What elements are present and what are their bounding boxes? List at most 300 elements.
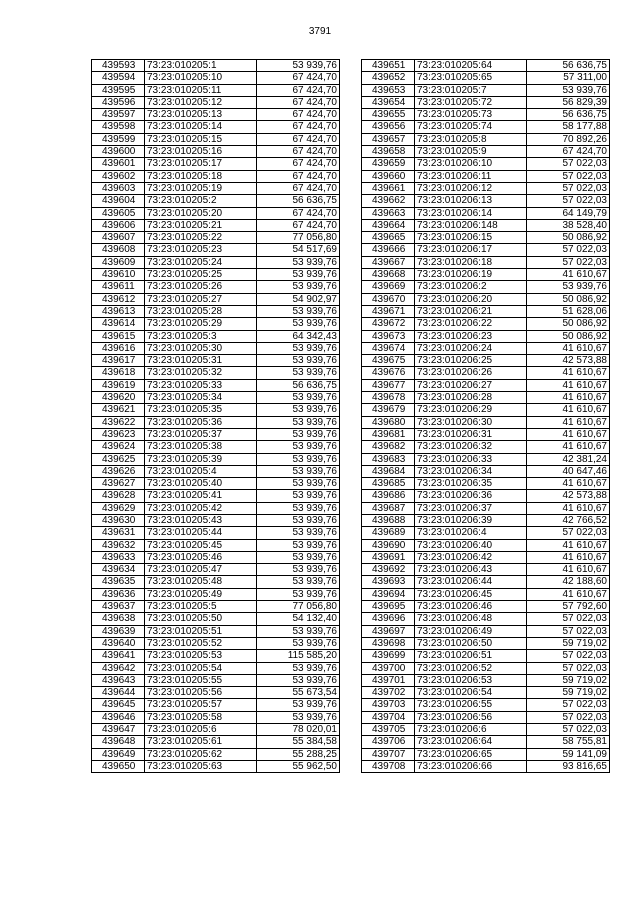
- value-cell: 54 517,69: [257, 244, 340, 256]
- row-number-cell: 439664: [362, 219, 415, 231]
- row-number-cell: 439631: [92, 527, 145, 539]
- table-row: [362, 465, 610, 477]
- row-number-cell: 439689: [362, 527, 415, 539]
- row-number-cell: 439681: [362, 428, 415, 440]
- table-row: [92, 281, 340, 293]
- row-number-cell: 439605: [92, 207, 145, 219]
- value-cell: 56 636,75: [527, 109, 610, 121]
- value-cell: 58 755,81: [527, 736, 610, 748]
- cadastral-number-cell: 73:23:010205:49: [145, 588, 257, 600]
- cadastral-number-cell: 73:23:010205:62: [145, 748, 257, 760]
- cadastral-number-cell: 73:23:010205:8: [415, 133, 527, 145]
- value-cell: 53 939,76: [257, 539, 340, 551]
- cadastral-number-cell: 73:23:010206:43: [415, 564, 527, 576]
- cadastral-number-cell: 73:23:010206:46: [415, 601, 527, 613]
- left-table-body: [92, 60, 340, 773]
- table-row: [362, 392, 610, 404]
- table-row: [92, 748, 340, 760]
- cadastral-number-cell: 73:23:010205:43: [145, 514, 257, 526]
- cadastral-number-cell: 73:23:010206:52: [415, 662, 527, 674]
- table-row: [362, 490, 610, 502]
- table-row: [362, 527, 610, 539]
- value-cell: 57 022,03: [527, 711, 610, 723]
- value-cell: 50 086,92: [527, 293, 610, 305]
- value-cell: 67 424,70: [257, 146, 340, 158]
- table-row: [92, 96, 340, 108]
- row-number-cell: 439602: [92, 170, 145, 182]
- row-number-cell: 439595: [92, 84, 145, 96]
- value-cell: 51 628,06: [527, 305, 610, 317]
- row-number-cell: 439706: [362, 736, 415, 748]
- table-row: [92, 637, 340, 649]
- cadastral-number-cell: 73:23:010206:54: [415, 687, 527, 699]
- value-cell: 57 022,03: [527, 244, 610, 256]
- value-cell: 53 939,76: [257, 367, 340, 379]
- table-row: [362, 625, 610, 637]
- row-number-cell: 439619: [92, 379, 145, 391]
- value-cell: 67 424,70: [257, 96, 340, 108]
- value-cell: 53 939,76: [257, 564, 340, 576]
- cadastral-number-cell: 73:23:010206:33: [415, 453, 527, 465]
- row-number-cell: 439670: [362, 293, 415, 305]
- row-number-cell: 439694: [362, 588, 415, 600]
- row-number-cell: 439648: [92, 736, 145, 748]
- row-number-cell: 439657: [362, 133, 415, 145]
- cadastral-number-cell: 73:23:010205:10: [145, 72, 257, 84]
- row-number-cell: 439682: [362, 441, 415, 453]
- value-cell: 67 424,70: [257, 207, 340, 219]
- value-cell: 59 719,02: [527, 637, 610, 649]
- row-number-cell: 439612: [92, 293, 145, 305]
- row-number-cell: 439685: [362, 478, 415, 490]
- row-number-cell: 439679: [362, 404, 415, 416]
- value-cell: 41 610,67: [527, 551, 610, 563]
- table-row: [362, 724, 610, 736]
- table-row: [92, 428, 340, 440]
- cadastral-number-cell: 73:23:010206:13: [415, 195, 527, 207]
- table-row: [362, 514, 610, 526]
- table-row: [92, 158, 340, 170]
- table-row: [362, 502, 610, 514]
- value-cell: 53 939,76: [257, 711, 340, 723]
- value-cell: 53 939,76: [257, 490, 340, 502]
- row-number-cell: 439693: [362, 576, 415, 588]
- table-row: [362, 650, 610, 662]
- value-cell: 59 141,09: [527, 748, 610, 760]
- value-cell: 58 177,88: [527, 121, 610, 133]
- cadastral-number-cell: 73:23:010206:65: [415, 748, 527, 760]
- table-row: [362, 539, 610, 551]
- value-cell: 50 086,92: [527, 232, 610, 244]
- cadastral-number-cell: 73:23:010206:23: [415, 330, 527, 342]
- table-row: [362, 551, 610, 563]
- row-number-cell: 439610: [92, 269, 145, 281]
- row-number-cell: 439667: [362, 256, 415, 268]
- row-number-cell: 439672: [362, 318, 415, 330]
- row-number-cell: 439613: [92, 305, 145, 317]
- table-row: [362, 637, 610, 649]
- row-number-cell: 439687: [362, 502, 415, 514]
- table-row: [362, 96, 610, 108]
- left-data-table: [91, 59, 340, 773]
- cadastral-number-cell: 73:23:010205:42: [145, 502, 257, 514]
- row-number-cell: 439630: [92, 514, 145, 526]
- value-cell: 64 149,79: [527, 207, 610, 219]
- row-number-cell: 439633: [92, 551, 145, 563]
- row-number-cell: 439632: [92, 539, 145, 551]
- table-row: [92, 133, 340, 145]
- row-number-cell: 439677: [362, 379, 415, 391]
- table-row: [92, 699, 340, 711]
- value-cell: 64 342,43: [257, 330, 340, 342]
- table-row: [92, 244, 340, 256]
- value-cell: 41 610,67: [527, 478, 610, 490]
- row-number-cell: 439639: [92, 625, 145, 637]
- table-row: [362, 748, 610, 760]
- table-row: [92, 687, 340, 699]
- value-cell: 53 939,76: [257, 318, 340, 330]
- cadastral-number-cell: 73:23:010205:29: [145, 318, 257, 330]
- row-number-cell: 439615: [92, 330, 145, 342]
- cadastral-number-cell: 73:23:010206:42: [415, 551, 527, 563]
- table-row: [92, 539, 340, 551]
- cadastral-number-cell: 73:23:010206:22: [415, 318, 527, 330]
- cadastral-number-cell: 73:23:010205:57: [145, 699, 257, 711]
- row-number-cell: 439686: [362, 490, 415, 502]
- cadastral-number-cell: 73:23:010205:17: [145, 158, 257, 170]
- table-row: [362, 478, 610, 490]
- cadastral-number-cell: 73:23:010205:52: [145, 637, 257, 649]
- value-cell: 53 939,76: [257, 588, 340, 600]
- cadastral-number-cell: 73:23:010206:64: [415, 736, 527, 748]
- row-number-cell: 439701: [362, 674, 415, 686]
- table-row: [362, 158, 610, 170]
- cadastral-number-cell: 73:23:010206:48: [415, 613, 527, 625]
- row-number-cell: 439678: [362, 392, 415, 404]
- value-cell: 67 424,70: [527, 146, 610, 158]
- table-row: [362, 355, 610, 367]
- value-cell: 67 424,70: [257, 84, 340, 96]
- row-number-cell: 439603: [92, 182, 145, 194]
- row-number-cell: 439660: [362, 170, 415, 182]
- value-cell: 41 610,67: [527, 539, 610, 551]
- row-number-cell: 439698: [362, 637, 415, 649]
- row-number-cell: 439655: [362, 109, 415, 121]
- cadastral-number-cell: 73:23:010205:36: [145, 416, 257, 428]
- value-cell: 53 939,76: [257, 637, 340, 649]
- value-cell: 53 939,76: [257, 699, 340, 711]
- row-number-cell: 439663: [362, 207, 415, 219]
- cadastral-number-cell: 73:23:010206:148: [415, 219, 527, 231]
- table-row: [92, 490, 340, 502]
- value-cell: 53 939,76: [257, 502, 340, 514]
- cadastral-number-cell: 73:23:010205:22: [145, 232, 257, 244]
- cadastral-number-cell: 73:23:010205:45: [145, 539, 257, 551]
- cadastral-number-cell: 73:23:010205:44: [145, 527, 257, 539]
- value-cell: 53 939,76: [257, 305, 340, 317]
- row-number-cell: 439627: [92, 478, 145, 490]
- row-number-cell: 439656: [362, 121, 415, 133]
- table-row: [362, 60, 610, 72]
- cadastral-number-cell: 73:23:010206:10: [415, 158, 527, 170]
- table-row: [362, 330, 610, 342]
- cadastral-number-cell: 73:23:010205:27: [145, 293, 257, 305]
- row-number-cell: 439645: [92, 699, 145, 711]
- value-cell: 53 939,76: [257, 355, 340, 367]
- right-table-body: [362, 60, 610, 773]
- row-number-cell: 439649: [92, 748, 145, 760]
- row-number-cell: 439616: [92, 342, 145, 354]
- row-number-cell: 439653: [362, 84, 415, 96]
- table-row: [92, 269, 340, 281]
- value-cell: 57 022,03: [527, 613, 610, 625]
- row-number-cell: 439708: [362, 760, 415, 772]
- row-number-cell: 439609: [92, 256, 145, 268]
- row-number-cell: 439658: [362, 146, 415, 158]
- table-row: [92, 441, 340, 453]
- row-number-cell: 439599: [92, 133, 145, 145]
- cadastral-number-cell: 73:23:010205:5: [145, 601, 257, 613]
- table-row: [92, 502, 340, 514]
- table-row: [362, 601, 610, 613]
- row-number-cell: 439702: [362, 687, 415, 699]
- row-number-cell: 439622: [92, 416, 145, 428]
- table-row: [362, 318, 610, 330]
- value-cell: 67 424,70: [257, 182, 340, 194]
- value-cell: 53 939,76: [257, 428, 340, 440]
- table-row: [92, 219, 340, 231]
- cadastral-number-cell: 73:23:010206:39: [415, 514, 527, 526]
- table-row: [362, 404, 610, 416]
- cadastral-number-cell: 73:23:010205:12: [145, 96, 257, 108]
- table-row: [362, 281, 610, 293]
- cadastral-number-cell: 73:23:010205:11: [145, 84, 257, 96]
- table-row: [362, 84, 610, 96]
- table-row: [92, 662, 340, 674]
- value-cell: 53 939,76: [257, 576, 340, 588]
- table-row: [92, 182, 340, 194]
- table-row: [362, 293, 610, 305]
- value-cell: 56 636,75: [257, 195, 340, 207]
- cadastral-number-cell: 73:23:010205:39: [145, 453, 257, 465]
- cadastral-number-cell: 73:23:010206:19: [415, 269, 527, 281]
- table-row: [362, 613, 610, 625]
- value-cell: 67 424,70: [257, 219, 340, 231]
- row-number-cell: 439644: [92, 687, 145, 699]
- row-number-cell: 439600: [92, 146, 145, 158]
- row-number-cell: 439596: [92, 96, 145, 108]
- cadastral-number-cell: 73:23:010205:19: [145, 182, 257, 194]
- value-cell: 50 086,92: [527, 318, 610, 330]
- cadastral-number-cell: 73:23:010205:51: [145, 625, 257, 637]
- table-row: [92, 84, 340, 96]
- row-number-cell: 439705: [362, 724, 415, 736]
- table-row: [92, 527, 340, 539]
- table-row: [92, 416, 340, 428]
- row-number-cell: 439636: [92, 588, 145, 600]
- row-number-cell: 439617: [92, 355, 145, 367]
- row-number-cell: 439704: [362, 711, 415, 723]
- cadastral-number-cell: 73:23:010206:25: [415, 355, 527, 367]
- value-cell: 53 939,76: [257, 60, 340, 72]
- row-number-cell: 439620: [92, 392, 145, 404]
- table-row: [92, 60, 340, 72]
- cadastral-number-cell: 73:23:010206:18: [415, 256, 527, 268]
- cadastral-number-cell: 73:23:010205:28: [145, 305, 257, 317]
- cadastral-number-cell: 73:23:010205:58: [145, 711, 257, 723]
- row-number-cell: 439674: [362, 342, 415, 354]
- table-row: [362, 416, 610, 428]
- row-number-cell: 439692: [362, 564, 415, 576]
- cadastral-number-cell: 73:23:010205:65: [415, 72, 527, 84]
- row-number-cell: 439703: [362, 699, 415, 711]
- value-cell: 41 610,67: [527, 342, 610, 354]
- value-cell: 41 610,67: [527, 416, 610, 428]
- table-row: [362, 269, 610, 281]
- value-cell: 67 424,70: [257, 72, 340, 84]
- table-row: [92, 588, 340, 600]
- row-number-cell: 439659: [362, 158, 415, 170]
- cadastral-number-cell: 73:23:010205:6: [145, 724, 257, 736]
- cadastral-number-cell: 73:23:010205:9: [415, 146, 527, 158]
- cadastral-number-cell: 73:23:010206:12: [415, 182, 527, 194]
- value-cell: 59 719,02: [527, 674, 610, 686]
- cadastral-number-cell: 73:23:010206:55: [415, 699, 527, 711]
- row-number-cell: 439618: [92, 367, 145, 379]
- cadastral-number-cell: 73:23:010206:21: [415, 305, 527, 317]
- row-number-cell: 439623: [92, 428, 145, 440]
- table-row: [92, 465, 340, 477]
- value-cell: 41 610,67: [527, 588, 610, 600]
- value-cell: 53 939,76: [257, 269, 340, 281]
- value-cell: 38 528,40: [527, 219, 610, 231]
- cadastral-number-cell: 73:23:010205:41: [145, 490, 257, 502]
- cadastral-number-cell: 73:23:010206:32: [415, 441, 527, 453]
- row-number-cell: 439601: [92, 158, 145, 170]
- table-row: [92, 404, 340, 416]
- cadastral-number-cell: 73:23:010206:17: [415, 244, 527, 256]
- value-cell: 55 673,54: [257, 687, 340, 699]
- table-row: [92, 601, 340, 613]
- table-row: [362, 195, 610, 207]
- row-number-cell: 439635: [92, 576, 145, 588]
- cadastral-number-cell: 73:23:010205:2: [145, 195, 257, 207]
- cadastral-number-cell: 73:23:010205:34: [145, 392, 257, 404]
- value-cell: 41 610,67: [527, 441, 610, 453]
- value-cell: 57 311,00: [527, 72, 610, 84]
- cadastral-number-cell: 73:23:010206:66: [415, 760, 527, 772]
- table-row: [92, 392, 340, 404]
- table-row: [362, 711, 610, 723]
- table-row: [92, 256, 340, 268]
- table-row: [362, 453, 610, 465]
- table-row: [362, 760, 610, 772]
- table-row: [362, 379, 610, 391]
- row-number-cell: 439654: [362, 96, 415, 108]
- cadastral-number-cell: 73:23:010205:38: [145, 441, 257, 453]
- cadastral-number-cell: 73:23:010206:2: [415, 281, 527, 293]
- row-number-cell: 439611: [92, 281, 145, 293]
- table-row: [362, 674, 610, 686]
- table-row: [92, 195, 340, 207]
- table-row: [92, 367, 340, 379]
- table-row: [362, 428, 610, 440]
- table-row: [362, 182, 610, 194]
- row-number-cell: 439629: [92, 502, 145, 514]
- cadastral-number-cell: 73:23:010206:11: [415, 170, 527, 182]
- table-row: [362, 232, 610, 244]
- table-row: [92, 564, 340, 576]
- value-cell: 53 939,76: [257, 551, 340, 563]
- cadastral-number-cell: 73:23:010205:56: [145, 687, 257, 699]
- row-number-cell: 439598: [92, 121, 145, 133]
- cadastral-number-cell: 73:23:010205:32: [145, 367, 257, 379]
- value-cell: 53 939,76: [257, 256, 340, 268]
- table-row: [362, 207, 610, 219]
- table-row: [362, 219, 610, 231]
- table-row: [92, 613, 340, 625]
- cadastral-number-cell: 73:23:010205:30: [145, 342, 257, 354]
- cadastral-number-cell: 73:23:010205:3: [145, 330, 257, 342]
- table-row: [362, 342, 610, 354]
- row-number-cell: 439628: [92, 490, 145, 502]
- page-number: 3791: [308, 26, 332, 37]
- row-number-cell: 439696: [362, 613, 415, 625]
- value-cell: 67 424,70: [257, 121, 340, 133]
- value-cell: 42 573,88: [527, 490, 610, 502]
- table-row: [362, 699, 610, 711]
- cadastral-number-cell: 73:23:010206:20: [415, 293, 527, 305]
- table-row: [92, 293, 340, 305]
- value-cell: 54 132,40: [257, 613, 340, 625]
- table-row: [92, 551, 340, 563]
- row-number-cell: 439673: [362, 330, 415, 342]
- row-number-cell: 439665: [362, 232, 415, 244]
- value-cell: 67 424,70: [257, 158, 340, 170]
- value-cell: 78 020,01: [257, 724, 340, 736]
- cadastral-number-cell: 73:23:010206:50: [415, 637, 527, 649]
- value-cell: 40 647,46: [527, 465, 610, 477]
- row-number-cell: 439621: [92, 404, 145, 416]
- table-row: [362, 588, 610, 600]
- row-number-cell: 439700: [362, 662, 415, 674]
- value-cell: 57 022,03: [527, 724, 610, 736]
- right-data-table: [361, 59, 610, 773]
- value-cell: 57 022,03: [527, 699, 610, 711]
- cadastral-number-cell: 73:23:010206:56: [415, 711, 527, 723]
- table-row: [92, 207, 340, 219]
- row-number-cell: 439593: [92, 60, 145, 72]
- row-number-cell: 439643: [92, 674, 145, 686]
- cadastral-number-cell: 73:23:010205:26: [145, 281, 257, 293]
- cadastral-number-cell: 73:23:010206:14: [415, 207, 527, 219]
- value-cell: 53 939,76: [257, 625, 340, 637]
- table-row: [362, 564, 610, 576]
- row-number-cell: 439683: [362, 453, 415, 465]
- table-row: [92, 650, 340, 662]
- table-row: [92, 170, 340, 182]
- cadastral-number-cell: 73:23:010205:25: [145, 269, 257, 281]
- row-number-cell: 439614: [92, 318, 145, 330]
- value-cell: 115 585,20: [257, 650, 340, 662]
- cadastral-number-cell: 73:23:010206:35: [415, 478, 527, 490]
- value-cell: 55 384,58: [257, 736, 340, 748]
- cadastral-number-cell: 73:23:010205:23: [145, 244, 257, 256]
- value-cell: 41 610,67: [527, 502, 610, 514]
- table-row: [92, 674, 340, 686]
- value-cell: 57 022,03: [527, 625, 610, 637]
- value-cell: 57 022,03: [527, 662, 610, 674]
